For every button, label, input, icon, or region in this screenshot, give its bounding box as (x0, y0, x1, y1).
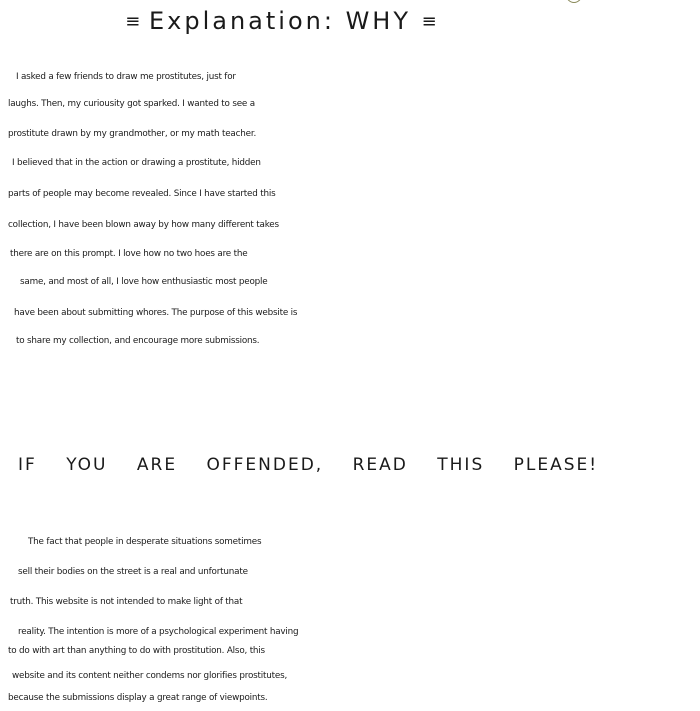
paragraph-line: I believed that in the action or drawing a prostitute, hidden (12, 158, 261, 168)
paragraph-line: same, and most of all, I love how enthusiastic most people (20, 277, 268, 287)
emphasis-lines-right: ≡ (421, 11, 435, 32)
offended-heading: IF YOU ARE OFFENDED, READ THIS PLEASE! (18, 455, 599, 475)
paragraph-line: because the submissions display a great range of viewpoints. (8, 693, 268, 703)
emphasis-lines-left: ≡ (125, 11, 139, 32)
page-title (0, 4, 560, 39)
paragraph-line: there are on this prompt. I love how no two hoes are the (10, 249, 248, 259)
paragraph-line: to do with art than anything to do with prostitution. Also, this (8, 646, 265, 656)
paragraph-line: website and its content neither condems nor glorifies prostitutes, (12, 671, 288, 681)
paragraph-line: to share my collection, and encourage more submissions. (16, 336, 260, 346)
corner-doodle (566, 0, 582, 3)
paragraph-line: I asked a few friends to draw me prostitutes, just for (16, 72, 236, 82)
page-title-text: Explanation: WHY (148, 7, 412, 35)
paragraph-line: The fact that people in desperate situations sometimes (28, 537, 262, 547)
paragraph-line: reality. The intention is more of a psychological experiment having (18, 627, 299, 637)
paragraph-line: have been about submitting whores. The purpose of this website is (14, 308, 298, 318)
paragraph-line: truth. This website is not intended to make light of that (10, 597, 243, 607)
paragraph-line: sell their bodies on the street is a real and unfortunate (18, 567, 248, 577)
paragraph-line: collection, I have been blown away by how many different takes (8, 220, 279, 230)
paragraph-line: laughs. Then, my curiousity got sparked. I wanted to see a (8, 99, 255, 109)
paragraph-line: prostitute drawn by my grandmother, or my math teacher. (8, 129, 257, 139)
paragraph-line: parts of people may become revealed. Since I have started this (8, 189, 276, 199)
